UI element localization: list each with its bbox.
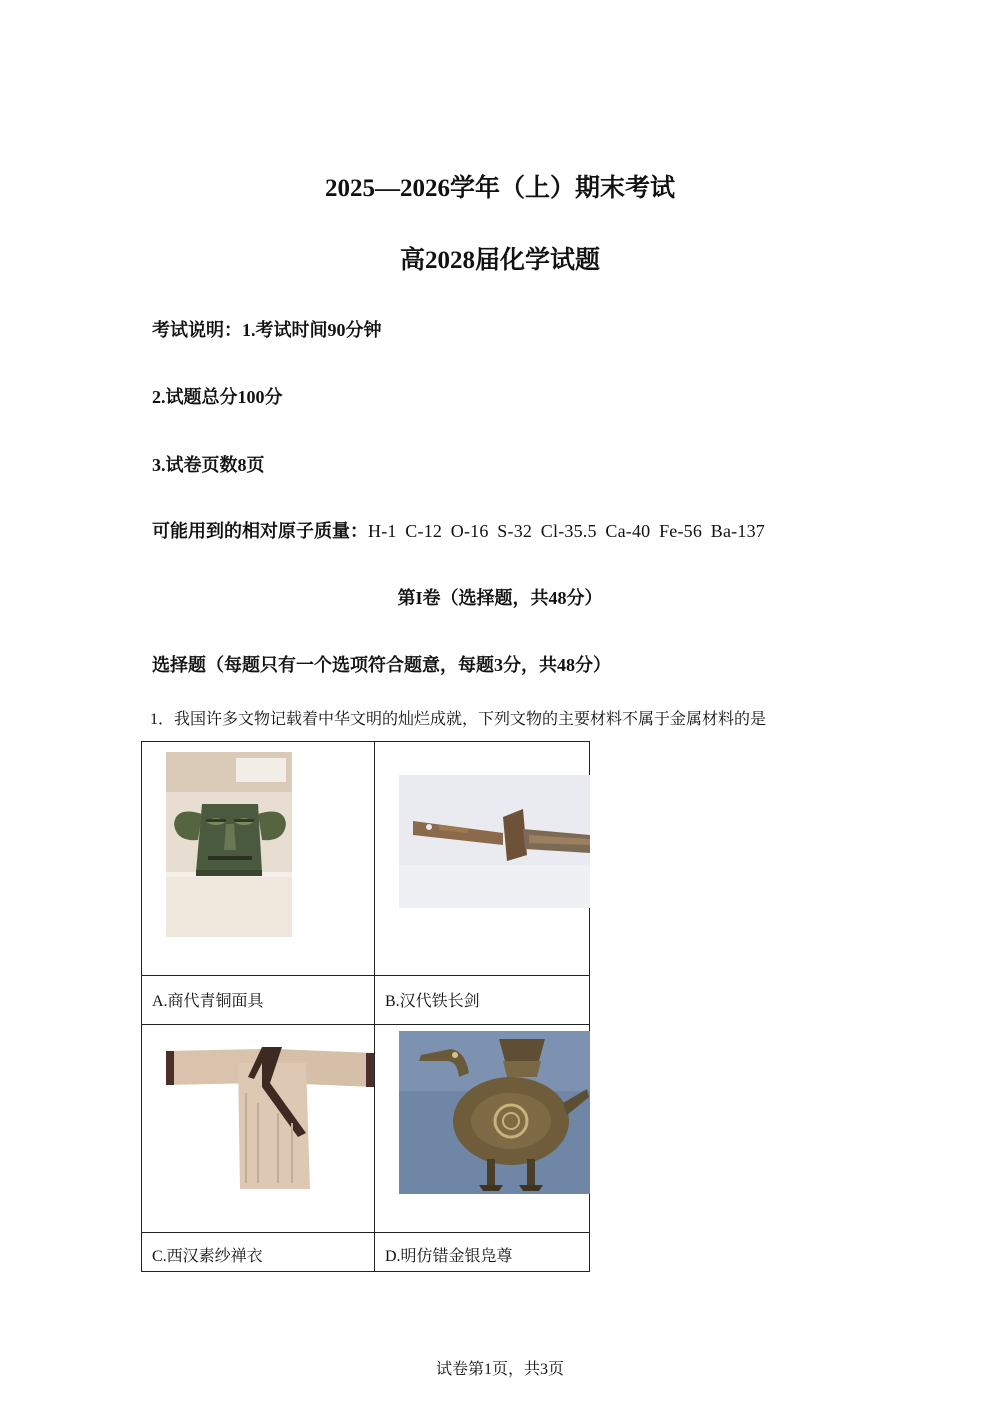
atomic-mass-line [152, 517, 765, 543]
atomic-mass-label: 可能用到的相对原子质量： [152, 521, 368, 541]
option-b-label: B.汉代铁长剑 [385, 993, 480, 1010]
atomic-mass-values: H-1 C-12 O-16 S-32 Cl-35.5 Ca-40 Fe-56 Ba-137 [368, 521, 765, 541]
exam-note-time: 考试说明：1.考试时间90分钟 [152, 320, 382, 340]
option-d-label-cell [375, 1233, 590, 1272]
option-c-image-cell [142, 1025, 375, 1233]
option-a-label: A.商代青铜面具 [152, 993, 264, 1010]
option-b-label-cell [375, 976, 590, 1025]
option-c-label-cell [142, 1233, 375, 1272]
bronze-duck-vessel-image [399, 1031, 590, 1194]
exam-subtitle: 高2028届化学试题 [399, 247, 600, 274]
section-instruction: 选择题（每题只有一个选项符合题意，每题3分，共48分） [152, 655, 611, 675]
bronze-mask-image [166, 752, 292, 937]
iron-sword-image [399, 775, 590, 908]
page-footer: 试卷第1页，共3页 [435, 1361, 564, 1378]
option-a-label-cell [142, 976, 375, 1025]
option-a-image-cell [142, 742, 375, 976]
section-title: 第I卷（选择题，共48分） [397, 588, 603, 608]
exam-title: 2025—2026学年（上）期末考试 [324, 175, 675, 202]
option-b-image-cell [375, 742, 590, 976]
exam-note-score: 2.试题总分100分 [152, 387, 283, 407]
option-d-image-cell [375, 1025, 590, 1233]
question-1-stem: 1．我国许多文物记载着中华文明的灿烂成就，下列文物的主要材料不属于金属材料的是 [150, 711, 767, 728]
exam-note-pages: 3.试卷页数8页 [152, 455, 265, 475]
question-1-options-table [141, 741, 590, 1272]
option-d-label: D.明仿错金银凫尊 [385, 1248, 513, 1265]
option-c-label: C.西汉素纱禅衣 [152, 1248, 263, 1265]
silk-robe-image [166, 1043, 374, 1193]
